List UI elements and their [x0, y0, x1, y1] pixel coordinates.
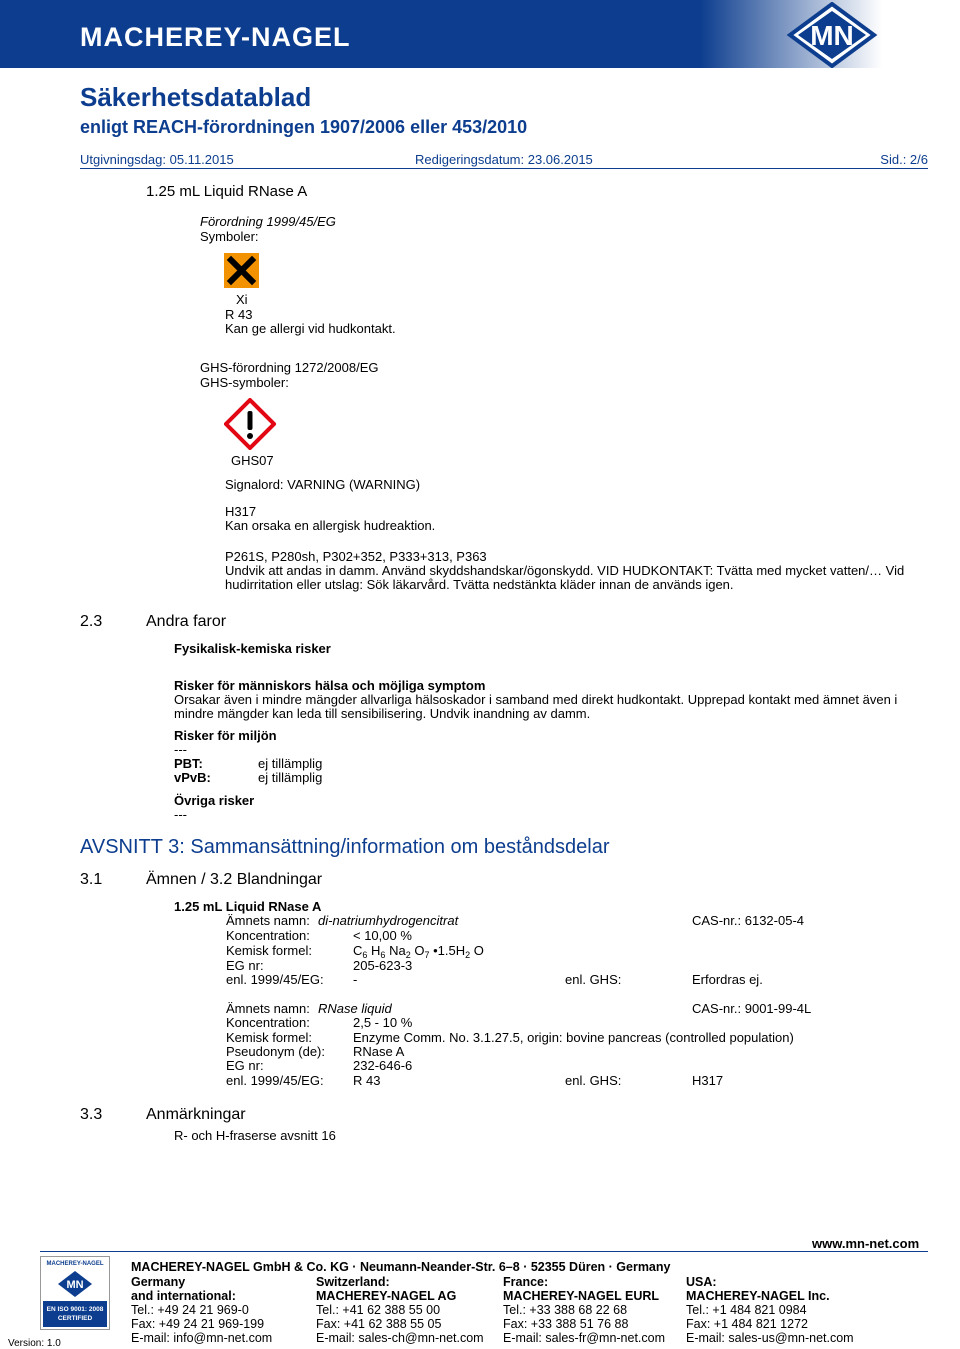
- health-label: Risker för människors hälsa och möjliga symptom: [174, 678, 486, 693]
- footer-rule: [40, 1251, 928, 1252]
- footer-tel: Tel.: +41 62 388 55 00: [316, 1303, 441, 1317]
- dir-symbol-code: Xi: [236, 292, 248, 307]
- mn-logo-icon: [786, 2, 878, 68]
- pbt-label: PBT:: [174, 756, 203, 771]
- health-text-2: mindre mängder kan leda till sensibilisering. Undvik inandning av damm.: [174, 706, 591, 721]
- sub2-eg: 232-646-6: [353, 1058, 413, 1073]
- footer-tel: Tel.: +1 484 821 0984: [686, 1303, 807, 1317]
- ghs-p-text-1: Undvik att andas in damm. Använd skyddshandskar/ögonskydd. VID HUDKONTAKT: Tvätta med mycket vatten/… Vid: [225, 563, 905, 578]
- vpvb-value: ej tillämplig: [258, 770, 323, 785]
- cert-logo-text: MN: [66, 1279, 84, 1291]
- env-label: Risker för miljön: [174, 728, 277, 743]
- sub1-ghs: Erfordras ej.: [692, 972, 763, 987]
- footer-col-subheading: MACHEREY-NAGEL Inc.: [686, 1289, 830, 1303]
- sub2-formula-label: Kemisk formel:: [226, 1030, 312, 1045]
- ghs-h-code: H317: [225, 504, 257, 519]
- sub1-eg-label: EG nr:: [226, 958, 264, 973]
- product-name: 1.25 mL Liquid RNase A: [146, 183, 308, 200]
- other-risks-label: Övriga risker: [174, 793, 255, 808]
- revision-date: Redigeringsdatum: 23.06.2015: [415, 152, 593, 167]
- physchem-label: Fysikalisk-kemiska risker: [174, 641, 331, 656]
- health-text-1: Orsakar även i mindre mängder allvarliga hälsoskador i samband med direkt hudkontakt. Upprepad kontakt med ämnet även i: [174, 692, 898, 707]
- sub2-ghs-label: enl. GHS:: [565, 1073, 622, 1088]
- sub2-dir: R 43: [353, 1073, 381, 1088]
- dir-r-phrase: R 43: [225, 307, 253, 322]
- ghs-signal-word: Signalord: VARNING (WARNING): [225, 477, 421, 492]
- sub2-eg-label: EG nr:: [226, 1058, 264, 1073]
- sub1-conc-label: Koncentration:: [226, 928, 310, 943]
- footer-col-france: [503, 1275, 665, 1345]
- footer-col-heading: USA:: [686, 1275, 717, 1289]
- dir-symbols-label: Symboler:: [200, 229, 259, 244]
- issue-date: Utgivningsdag: 05.11.2015: [80, 152, 234, 167]
- footer-fax: Fax: +1 484 821 1272: [686, 1317, 808, 1331]
- ghs-symbols-label: GHS-symboler:: [200, 375, 289, 390]
- sub1-name-label: Ämnets namn:: [226, 913, 310, 928]
- footer-fax: Fax: +33 388 51 76 88: [503, 1317, 629, 1331]
- sub1-cas: CAS-nr.: 6132-05-4: [692, 913, 805, 928]
- page-number: Sid.: 2/6: [880, 152, 928, 167]
- sub2-formula: Enzyme Comm. No. 3.1.27.5, origin: bovine pancreas (controlled population): [353, 1030, 794, 1045]
- footer-email[interactable]: E-mail: sales-fr@mn-net.com: [503, 1331, 666, 1345]
- section-3-1-number: 3.1: [80, 871, 103, 888]
- vpvb-label: vPvB:: [174, 770, 211, 785]
- footer-tel: Tel.: +33 388 68 22 68: [503, 1303, 628, 1317]
- cert-line-2: CERTIFIED: [57, 1315, 93, 1322]
- header-rule: [80, 168, 928, 169]
- section-3-3-title: Anmärkningar: [146, 1106, 246, 1123]
- dir-regulation: Förordning 1999/45/EG: [200, 214, 336, 229]
- cert-line-1: EN ISO 9001: 2008: [46, 1306, 104, 1313]
- sub2-pseudo: RNase A: [353, 1044, 405, 1059]
- version-label: Version: 1.0: [8, 1338, 61, 1349]
- iso-cert-badge: [40, 1256, 110, 1330]
- document-subtitle: enligt REACH-förordningen 1907/2006 eller 453/2010: [80, 117, 528, 137]
- section-2-3-title: Andra faror: [146, 613, 227, 630]
- footer-fax: Fax: +41 62 388 55 05: [316, 1317, 442, 1331]
- remarks-text: R- och H-fraserse avsnitt 16: [174, 1128, 336, 1143]
- footer-fax: Fax: +49 24 21 969-199: [131, 1317, 265, 1331]
- section-2-3-number: 2.3: [80, 613, 103, 630]
- footer-company-line: MACHEREY-NAGEL GmbH & Co. KG · Neumann-Neander-Str. 6–8 · 52355 Düren · Germany: [131, 1260, 671, 1274]
- sub2-ghs: H317: [692, 1073, 724, 1088]
- footer-col-heading: Switzerland:: [316, 1275, 390, 1289]
- sub2-conc: 2,5 - 10 %: [353, 1015, 413, 1030]
- footer-col-subheading: MACHEREY-NAGEL AG: [316, 1289, 457, 1303]
- footer-col-heading: France:: [503, 1275, 549, 1289]
- sub1-conc: < 10,00 %: [353, 928, 412, 943]
- brand-name: MACHEREY-NAGEL: [80, 22, 351, 52]
- footer-col-germany: [131, 1275, 272, 1345]
- ghs07-exclamation-icon: [224, 398, 276, 450]
- footer-email[interactable]: E-mail: sales-ch@mn-net.com: [316, 1331, 484, 1345]
- footer-col-heading: Germany: [131, 1275, 186, 1289]
- section-3-product: 1.25 mL Liquid RNase A: [174, 899, 322, 914]
- ghs-pictogram-code: GHS07: [231, 453, 274, 468]
- sub2-dir-label: enl. 1999/45/EG:: [226, 1073, 324, 1088]
- ghs-regulation: GHS-förordning 1272/2008/EG: [200, 360, 379, 375]
- cert-mn-logo-icon: [57, 1270, 93, 1298]
- section-3-1-title: Ämnen / 3.2 Blandningar: [146, 871, 323, 888]
- sub1-ghs-label: enl. GHS:: [565, 972, 622, 987]
- section-3-3-number: 3.3: [80, 1106, 103, 1123]
- pbt-value: ej tillämplig: [258, 756, 323, 771]
- ghs-p-text-2: hudirritation eller utslag: Sök läkarvård. Tvätta nedstänkta kläder innan de används igen.: [225, 577, 734, 592]
- sub2-conc-label: Koncentration:: [226, 1015, 310, 1030]
- footer-col-subheading: MACHEREY-NAGEL EURL: [503, 1289, 660, 1303]
- sub1-eg: 205-623-3: [353, 958, 413, 973]
- sub1-formula: $C_6$ $H_6$ $Na_2$ $O_7$ $•1.5H_2$ O: [353, 943, 484, 960]
- other-risks-value: ---: [174, 807, 187, 822]
- footer-email[interactable]: E-mail: sales-us@mn-net.com: [686, 1331, 854, 1345]
- sub2-name: RNase liquid: [318, 1001, 392, 1016]
- sub1-dir: -: [353, 972, 358, 987]
- sub1-formula-label: Kemisk formel:: [226, 943, 312, 958]
- sub1-name: di-natriumhydrogencitrat: [318, 913, 459, 928]
- footer-email[interactable]: E-mail: info@mn-net.com: [131, 1331, 273, 1345]
- footer-url[interactable]: www.mn-net.com: [812, 1236, 920, 1251]
- cert-brand: MACHEREY-NAGEL: [46, 1261, 104, 1267]
- sub2-name-label: Ämnets namn:: [226, 1001, 310, 1016]
- footer-col-switzerland: [316, 1275, 484, 1345]
- sub1-dir-label: enl. 1999/45/EG:: [226, 972, 324, 987]
- mn-logo-text: MN: [810, 20, 854, 51]
- env-value: ---: [174, 742, 187, 757]
- document-title: Säkerhetsdatablad: [80, 82, 312, 112]
- ghs-h-text: Kan orsaka en allergisk hudreaktion.: [225, 518, 436, 533]
- footer-col-subheading: and international:: [131, 1289, 236, 1303]
- footer-tel: Tel.: +49 24 21 969-0: [131, 1303, 249, 1317]
- dir-r-text: Kan ge allergi vid hudkontakt.: [225, 321, 396, 336]
- section-3-heading: AVSNITT 3: Sammansättning/information om beståndsdelar: [80, 836, 610, 858]
- sub2-pseudo-label: Pseudonym (de):: [226, 1044, 325, 1059]
- xi-harmful-icon: [224, 253, 259, 288]
- footer-col-usa: [686, 1275, 854, 1345]
- sub2-cas: CAS-nr.: 9001-99-4L: [692, 1001, 812, 1016]
- ghs-p-codes: P261S, P280sh, P302+352, P333+313, P363: [225, 549, 487, 564]
